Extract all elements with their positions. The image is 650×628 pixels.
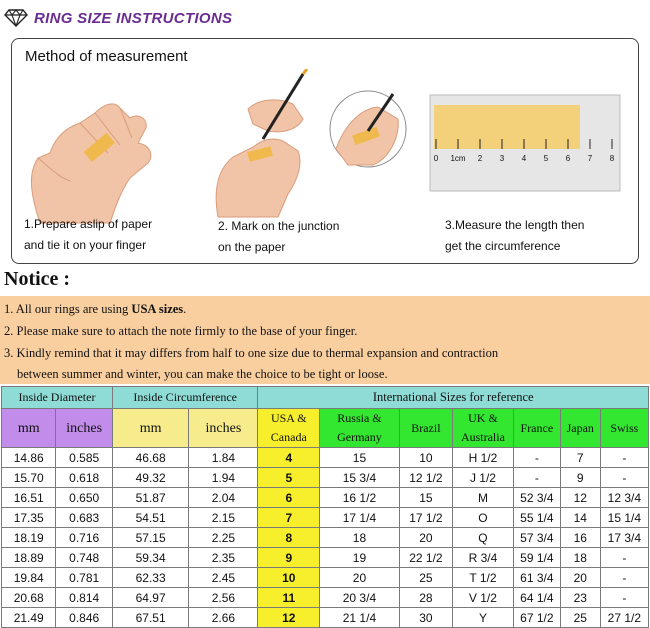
- table-cell: 18: [320, 528, 400, 548]
- table-cell: O: [453, 508, 514, 528]
- step-1-caption: 1.Prepare aslip of paper and tie it on your finger: [24, 217, 153, 252]
- table-cell: 16 1/2: [320, 488, 400, 508]
- col-swiss: Swiss: [600, 409, 648, 448]
- table-cell: 10: [399, 448, 452, 468]
- table-cell: -: [600, 548, 648, 568]
- table-cell: 7: [560, 448, 600, 468]
- table-row: [2, 528, 649, 548]
- table-cell: 2.35: [189, 548, 258, 568]
- table-cell: 2.15: [189, 508, 258, 528]
- table-cell: 62.33: [112, 568, 188, 588]
- table-cell: 9: [560, 468, 600, 488]
- table-cell: H 1/2: [453, 448, 514, 468]
- table-cell: 17.35: [2, 508, 56, 528]
- ruler-label: 6: [565, 154, 571, 163]
- table-cell: Y: [453, 608, 514, 628]
- table-cell: 18: [560, 548, 600, 568]
- table-cell: -: [600, 448, 648, 468]
- ring-size-table: [1, 386, 649, 628]
- table-cell: 20: [560, 568, 600, 588]
- table-cell: 6: [258, 488, 320, 508]
- table-cell: 20.68: [2, 588, 56, 608]
- table-cell: 49.32: [112, 468, 188, 488]
- table-cell: 0.585: [56, 448, 113, 468]
- table-cell: -: [600, 568, 648, 588]
- hand-paper-illustration: [20, 83, 180, 233]
- table-cell: 1.84: [189, 448, 258, 468]
- ruler-illustration: [426, 83, 626, 203]
- table-cell: 59 1/4: [513, 548, 560, 568]
- table-cell: 2.45: [189, 568, 258, 588]
- table-cell: 0.748: [56, 548, 113, 568]
- table-cell: 2.56: [189, 588, 258, 608]
- inside-circumference-header: Inside Circumference: [112, 387, 257, 409]
- table-cell: 23: [560, 588, 600, 608]
- col-japan: Japan: [560, 409, 600, 448]
- table-cell: 17 3/4: [600, 528, 648, 548]
- group-header-row: [2, 387, 649, 409]
- step-3-caption: 3.Measure the length then get the circumference: [445, 218, 585, 253]
- table-cell: 0.618: [56, 468, 113, 488]
- col-france: France: [513, 409, 560, 448]
- table-cell: 17 1/4: [320, 508, 400, 528]
- table-cell: 12: [258, 608, 320, 628]
- table-cell: 25: [399, 568, 452, 588]
- table-cell: 15: [399, 488, 452, 508]
- table-cell: 15 3/4: [320, 468, 400, 488]
- table-cell: 57 3/4: [513, 528, 560, 548]
- table-cell: 57.15: [112, 528, 188, 548]
- col-usa: USA & Canada: [258, 409, 320, 448]
- ruler-label: 1cm: [450, 154, 466, 163]
- notice-item-1: 1. All our rings are using USA sizes.: [4, 302, 187, 316]
- table-cell: 27 1/2: [600, 608, 648, 628]
- table-cell: Q: [453, 528, 514, 548]
- table-cell: 0.683: [56, 508, 113, 528]
- table-cell: 7: [258, 508, 320, 528]
- international-sizes-header: International Sizes for reference: [258, 387, 649, 409]
- ruler-label: 4: [521, 154, 527, 163]
- table-cell: 20: [399, 528, 452, 548]
- table-cell: 15 1/4: [600, 508, 648, 528]
- table-cell: R 3/4: [453, 548, 514, 568]
- table-cell: 51.87: [112, 488, 188, 508]
- notice-item-3-cont: between summer and winter, you can make the choice to be tight or loose.: [17, 367, 388, 381]
- col-inches: inches: [56, 409, 113, 448]
- table-cell: 61 3/4: [513, 568, 560, 588]
- table-cell: 17 1/2: [399, 508, 452, 528]
- table-cell: 10: [258, 568, 320, 588]
- ruler-label: 7: [587, 154, 593, 163]
- table-cell: 12 1/2: [399, 468, 452, 488]
- table-cell: 8: [258, 528, 320, 548]
- table-cell: 16: [560, 528, 600, 548]
- ruler-label: 0: [433, 154, 439, 163]
- mark-junction-illustration: [208, 69, 418, 219]
- table-cell: -: [513, 448, 560, 468]
- table-cell: 67 1/2: [513, 608, 560, 628]
- table-cell: 64 1/4: [513, 588, 560, 608]
- table-cell: M: [453, 488, 514, 508]
- table-cell: 19.84: [2, 568, 56, 588]
- table-cell: 14: [560, 508, 600, 528]
- table-cell: 2.66: [189, 608, 258, 628]
- table-cell: 21 1/4: [320, 608, 400, 628]
- table-cell: 2.25: [189, 528, 258, 548]
- table-row: [2, 508, 649, 528]
- table-cell: 19: [320, 548, 400, 568]
- table-cell: 11: [258, 588, 320, 608]
- table-row: [2, 588, 649, 608]
- step-2-caption: 2. Mark on the junction on the paper: [218, 219, 340, 254]
- table-cell: V 1/2: [453, 588, 514, 608]
- table-cell: 0.650: [56, 488, 113, 508]
- table-cell: 1.94: [189, 468, 258, 488]
- col-uk: UK & Australia: [453, 409, 514, 448]
- notice-item-2: 2. Please make sure to attach the note firmly to the base of your finger.: [4, 324, 358, 338]
- table-cell: -: [600, 468, 648, 488]
- table-cell: J 1/2: [453, 468, 514, 488]
- table-cell: 59.34: [112, 548, 188, 568]
- ruler-label: 8: [609, 154, 615, 163]
- table-cell: 0.716: [56, 528, 113, 548]
- table-cell: 28: [399, 588, 452, 608]
- table-cell: 0.814: [56, 588, 113, 608]
- table-row: [2, 488, 649, 508]
- table-cell: 15: [320, 448, 400, 468]
- col-mm-circ: mm: [112, 409, 188, 448]
- header-bar: [0, 0, 650, 36]
- col-mm: mm: [2, 409, 56, 448]
- table-cell: 54.51: [112, 508, 188, 528]
- table-cell: 22 1/2: [399, 548, 452, 568]
- col-russia: Russia & Germany: [320, 409, 400, 448]
- table-cell: 5: [258, 468, 320, 488]
- table-cell: 16.51: [2, 488, 56, 508]
- table-cell: 25: [560, 608, 600, 628]
- table-cell: 64.97: [112, 588, 188, 608]
- table-cell: 9: [258, 548, 320, 568]
- table-cell: 21.49: [2, 608, 56, 628]
- table-cell: 12: [560, 488, 600, 508]
- table-cell: T 1/2: [453, 568, 514, 588]
- table-cell: 4: [258, 448, 320, 468]
- ruler-label: 2: [477, 154, 483, 163]
- table-cell: 55 1/4: [513, 508, 560, 528]
- ruler-label: 3: [499, 154, 505, 163]
- table-cell: 20 3/4: [320, 588, 400, 608]
- col-inches-circ: inches: [189, 409, 258, 448]
- table-cell: 67.51: [112, 608, 188, 628]
- diamond-icon: [4, 9, 28, 27]
- table-cell: 0.846: [56, 608, 113, 628]
- table-cell: 12 3/4: [600, 488, 648, 508]
- column-header-row: [2, 409, 649, 448]
- table-cell: -: [600, 588, 648, 608]
- ruler-label: 5: [543, 154, 549, 163]
- table-cell: 2.04: [189, 488, 258, 508]
- notice-item-3: 3. Kindly remind that it may differs from half to one size due to thermal expansion and contraction: [4, 346, 499, 360]
- table-cell: 52 3/4: [513, 488, 560, 508]
- table-row: [2, 468, 649, 488]
- table-cell: 15.70: [2, 468, 56, 488]
- inside-diameter-header: Inside Diameter: [2, 387, 113, 409]
- table-cell: 18.89: [2, 548, 56, 568]
- table-row: [2, 448, 649, 468]
- table-cell: 0.781: [56, 568, 113, 588]
- table-cell: 20: [320, 568, 400, 588]
- col-brazil: Brazil: [399, 409, 452, 448]
- page-title: RING SIZE INSTRUCTIONS: [34, 10, 233, 27]
- table-row: [2, 548, 649, 568]
- table-cell: 46.68: [112, 448, 188, 468]
- table-cell: 18.19: [2, 528, 56, 548]
- table-row: [2, 568, 649, 588]
- method-title: Method of measurement: [25, 48, 188, 65]
- table-cell: -: [513, 468, 560, 488]
- method-panel: [11, 38, 639, 264]
- notice-title: Notice :: [0, 266, 650, 296]
- table-cell: 30: [399, 608, 452, 628]
- table-row: [2, 608, 649, 628]
- table-cell: 14.86: [2, 448, 56, 468]
